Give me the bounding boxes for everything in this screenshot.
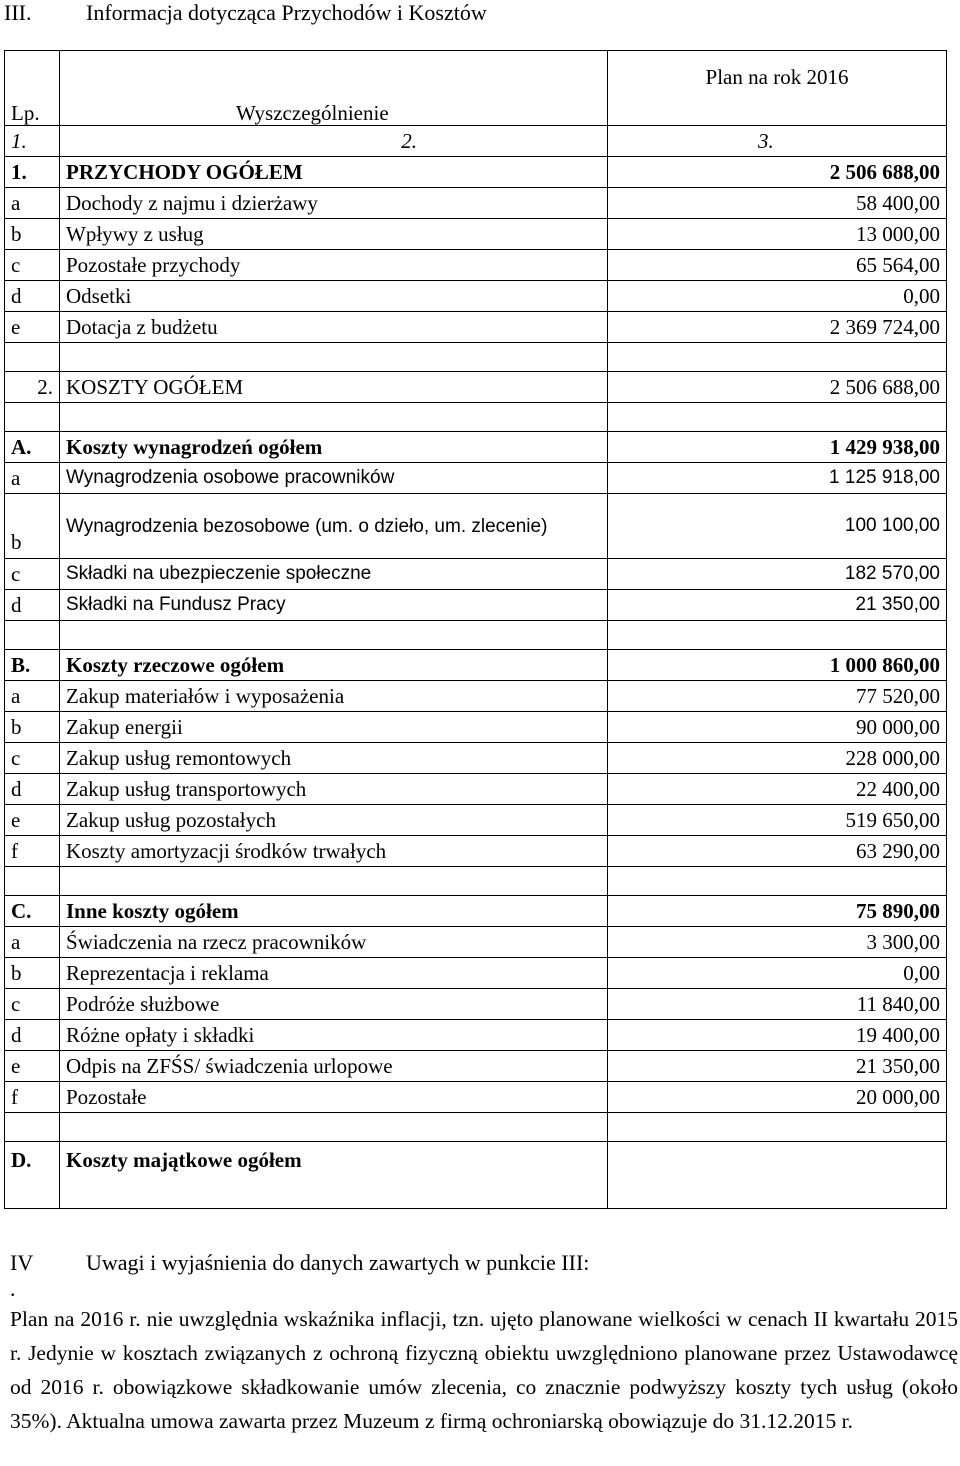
row-label: Odsetki — [60, 281, 608, 312]
table-row — [5, 494, 947, 559]
row-value: 77 520,00 — [608, 681, 947, 712]
table-row — [5, 312, 947, 343]
section-a-value: 1 429 938,00 — [608, 432, 947, 463]
row-lp: c — [5, 743, 60, 774]
costs-total-row — [5, 372, 947, 403]
colnum-2: 2. — [60, 126, 608, 157]
section-a-lp: A. — [5, 432, 60, 463]
table-row — [5, 590, 947, 621]
header-lp: Lp. — [5, 51, 60, 126]
section-a-row — [5, 432, 947, 463]
colnum-1: 1. — [5, 126, 60, 157]
row-value: 182 570,00 — [608, 559, 947, 590]
row-value: 90 000,00 — [608, 712, 947, 743]
income-value: 2 506 688,00 — [608, 157, 947, 188]
row-label: Zakup materiałów i wyposażenia — [60, 681, 608, 712]
row-label: Wpływy z usług — [60, 219, 608, 250]
table-row — [5, 681, 947, 712]
row-lp: e — [5, 312, 60, 343]
table-row — [5, 836, 947, 867]
row-lp: f — [5, 1082, 60, 1113]
row-label: Składki na ubezpieczenie społeczne — [60, 559, 608, 590]
section-c-label: Inne koszty ogółem — [60, 896, 608, 927]
spacer-row — [5, 867, 947, 896]
row-value: 100 100,00 — [608, 494, 947, 559]
row-value: 13 000,00 — [608, 219, 947, 250]
row-label: Różne opłaty i składki — [60, 1020, 608, 1051]
row-value: 1 125 918,00 — [608, 463, 947, 494]
row-value: 22 400,00 — [608, 774, 947, 805]
table-row — [5, 250, 947, 281]
table-row — [5, 989, 947, 1020]
table-row — [5, 805, 947, 836]
row-lp: f — [5, 836, 60, 867]
row-value: 11 840,00 — [608, 989, 947, 1020]
row-lp: c — [5, 559, 60, 590]
row-lp: b — [5, 958, 60, 989]
row-value: 0,00 — [608, 281, 947, 312]
table-row — [5, 743, 947, 774]
row-value: 65 564,00 — [608, 250, 947, 281]
row-value: 2 369 724,00 — [608, 312, 947, 343]
income-label: PRZYCHODY OGÓŁEM — [60, 157, 608, 188]
row-value: 0,00 — [608, 958, 947, 989]
notes-paragraph: Plan na 2016 r. nie uwzględnia wskaźnika inflacji, tzn. ujęto planowane wielkości w cenach II kwartału 2015 r. Jedynie w kosztach związanych z ochroną fizyczną obiektu uwzględniono planowane przez Ustawodawcę od 2016 r. obowiązkowe składkowanie umów zlecenia, co znacznie podwyższy koszty tych usług (około 35%). Aktualna umowa zawarta przez Muzeum z firmą ochroniarską obowiązuje do 31.12.2015 r. — [10, 1307, 958, 1433]
row-lp: d — [5, 281, 60, 312]
row-lp: d — [5, 1020, 60, 1051]
column-number-row — [5, 126, 947, 157]
table-row — [5, 958, 947, 989]
row-lp: d — [5, 774, 60, 805]
row-lp: e — [5, 805, 60, 836]
row-label: Koszty amortyzacji środków trwałych — [60, 836, 608, 867]
costs-label: KOSZTY OGÓŁEM — [60, 372, 608, 403]
row-label: Zakup usług transportowych — [60, 774, 608, 805]
table-row — [5, 559, 947, 590]
section-d-lp: D. — [5, 1142, 60, 1209]
section-b-value: 1 000 860,00 — [608, 650, 947, 681]
spacer-row — [5, 1113, 947, 1142]
table-row — [5, 188, 947, 219]
section-c-lp: C. — [5, 896, 60, 927]
row-lp: a — [5, 681, 60, 712]
row-label: Zakup usług remontowych — [60, 743, 608, 774]
row-value: 63 290,00 — [608, 836, 947, 867]
section-b-row — [5, 650, 947, 681]
row-value: 3 300,00 — [608, 927, 947, 958]
section-c-row — [5, 896, 947, 927]
section-a-label: Koszty wynagrodzeń ogółem — [60, 432, 608, 463]
row-lp: b — [5, 712, 60, 743]
row-label: Zakup usług pozostałych — [60, 805, 608, 836]
row-label: Składki na Fundusz Pracy — [60, 590, 608, 621]
section-b-lp: B. — [5, 650, 60, 681]
row-lp: d — [5, 590, 60, 621]
costs-lp: 2. — [5, 372, 60, 403]
finance-table — [4, 50, 947, 1209]
table-row — [5, 774, 947, 805]
row-label: Dochody z najmu i dzierżawy — [60, 188, 608, 219]
table-row — [5, 219, 947, 250]
row-lp: c — [5, 989, 60, 1020]
row-label: Dotacja z budżetu — [60, 312, 608, 343]
section-d-row — [5, 1142, 947, 1209]
section-d-value — [608, 1142, 947, 1209]
section-4-title: Uwagi i wyjaśnienia do danych zawartych w punkcie III: — [86, 1250, 590, 1275]
table-row — [5, 1020, 947, 1051]
section-b-label: Koszty rzeczowe ogółem — [60, 650, 608, 681]
section-4-number: IV . — [10, 1250, 33, 1301]
row-label: Zakup energii — [60, 712, 608, 743]
spacer-row — [5, 621, 947, 650]
row-lp: e — [5, 1051, 60, 1082]
row-lp: c — [5, 250, 60, 281]
row-value: 19 400,00 — [608, 1020, 947, 1051]
table-row — [5, 712, 947, 743]
spacer-row — [5, 403, 947, 432]
row-label: Wynagrodzenia bezosobowe (um. o dzieło, um. zlecenie) — [60, 494, 608, 559]
section-d-label: Koszty majątkowe ogółem — [60, 1142, 608, 1209]
row-lp: a — [5, 463, 60, 494]
row-label: Pozostałe — [60, 1082, 608, 1113]
row-label: Reprezentacja i reklama — [60, 958, 608, 989]
table-header-row — [5, 51, 947, 126]
table-row — [5, 281, 947, 312]
row-value: 21 350,00 — [608, 590, 947, 621]
table-row — [5, 927, 947, 958]
section-3-number: III. — [4, 0, 32, 25]
header-description: Wyszczególnienie — [60, 51, 608, 126]
row-value: 21 350,00 — [608, 1051, 947, 1082]
section-3-title: Informacja dotycząca Przychodów i Kosztów — [86, 0, 487, 25]
row-value: 58 400,00 — [608, 188, 947, 219]
table-row — [5, 463, 947, 494]
section-c-value: 75 890,00 — [608, 896, 947, 927]
row-label: Pozostałe przychody — [60, 250, 608, 281]
row-lp: b — [5, 494, 60, 559]
income-lp: 1. — [5, 157, 60, 188]
row-lp: b — [5, 219, 60, 250]
row-label: Odpis na ZFŚS/ świadczenia urlopowe — [60, 1051, 608, 1082]
table-row — [5, 1051, 947, 1082]
row-value: 228 000,00 — [608, 743, 947, 774]
table-row — [5, 1082, 947, 1113]
spacer-row — [5, 343, 947, 372]
row-lp: a — [5, 927, 60, 958]
row-label: Podróże służbowe — [60, 989, 608, 1020]
row-label: Świadczenia na rzecz pracowników — [60, 927, 608, 958]
header-plan: Plan na rok 2016 — [608, 51, 947, 126]
row-value: 20 000,00 — [608, 1082, 947, 1113]
row-label: Wynagrodzenia osobowe pracowników — [60, 463, 608, 494]
income-total-row — [5, 157, 947, 188]
costs-value: 2 506 688,00 — [608, 372, 947, 403]
colnum-3: 3. — [608, 126, 947, 157]
row-value: 519 650,00 — [608, 805, 947, 836]
row-lp: a — [5, 188, 60, 219]
